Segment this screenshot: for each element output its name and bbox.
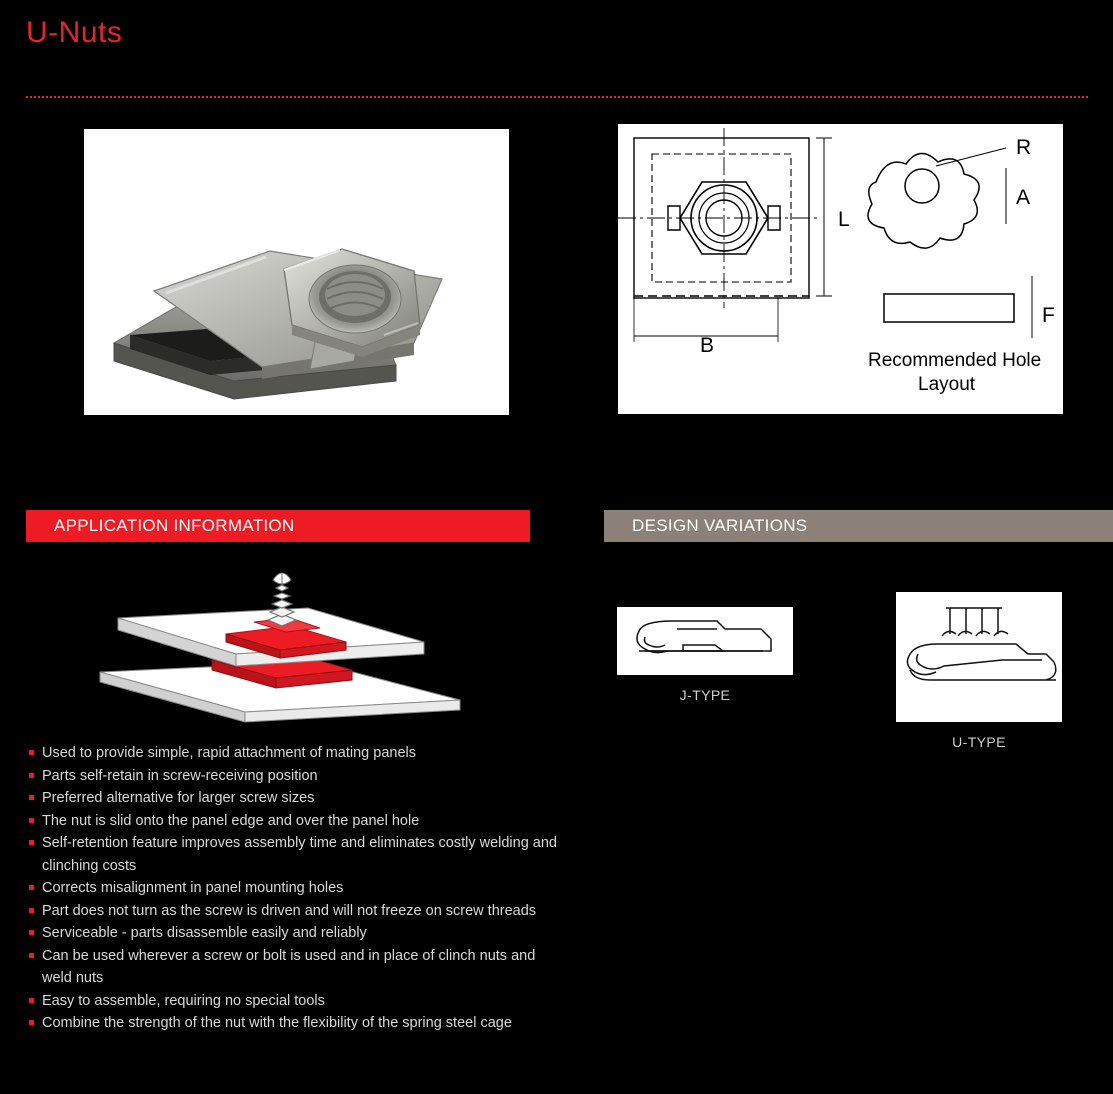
list-item: Preferred alternative for larger screw sizes xyxy=(28,787,558,810)
dim-label-A: A xyxy=(1016,186,1031,209)
list-item: Self-retention feature improves assembly time and eliminates costly welding and clinching costs xyxy=(28,832,558,877)
design-variation-label: U-TYPE xyxy=(952,734,1006,750)
section-header-application: APPLICATION INFORMATION xyxy=(26,510,530,542)
page-title: U-Nuts xyxy=(26,16,123,49)
dim-label-R: R xyxy=(1016,136,1032,159)
dim-label-L: L xyxy=(838,208,850,231)
list-item: Parts self-retain in screw-receiving position xyxy=(28,765,558,788)
design-variation-j-type xyxy=(617,607,793,703)
list-item: Corrects misalignment in panel mounting holes xyxy=(28,877,558,900)
design-variation-label: J-TYPE xyxy=(679,687,731,703)
dim-label-F: F xyxy=(1042,304,1055,327)
dotted-divider xyxy=(26,96,1088,98)
product-photo xyxy=(84,129,509,415)
hole-layout-caption-line2: Layout xyxy=(918,374,976,395)
list-item: The nut is slid onto the panel edge and over the panel hole xyxy=(28,810,558,833)
section-header-design-variations: DESIGN VARIATIONS xyxy=(604,510,1113,542)
hole-layout-caption-line1: Recommended Hole xyxy=(868,350,1042,371)
list-item: Used to provide simple, rapid attachment of mating panels xyxy=(28,742,558,765)
list-item: Combine the strength of the nut with the flexibility of the spring steel cage xyxy=(28,1012,558,1035)
j-type-nut-diagram xyxy=(617,607,793,675)
list-item: Can be used wherever a screw or bolt is used and in place of clinch nuts and weld nuts xyxy=(28,945,558,990)
list-item: Easy to assemble, requiring no special tools xyxy=(28,990,558,1013)
list-item: Serviceable - parts disassemble easily and reliably xyxy=(28,922,558,945)
list-item: Part does not turn as the screw is driven and will not freeze on screw threads xyxy=(28,900,558,923)
u-type-nut-diagram xyxy=(896,592,1062,722)
application-illustration xyxy=(40,550,520,730)
dim-label-B: B xyxy=(700,334,715,357)
design-variation-u-type xyxy=(896,592,1062,750)
technical-drawing xyxy=(618,124,1063,414)
application-bullet-list xyxy=(28,742,558,1035)
